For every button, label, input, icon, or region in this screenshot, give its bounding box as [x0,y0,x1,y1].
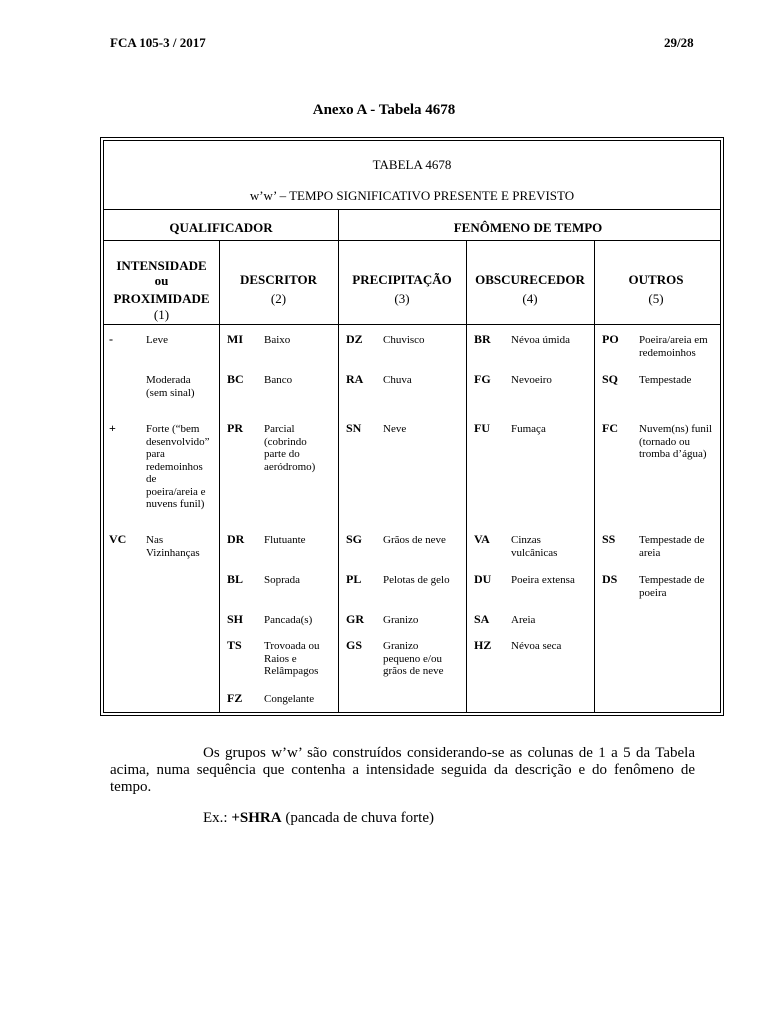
column-header-intensity: INTENSIDADE ou PROXIMIDADE (1) [113,258,210,322]
intensity-code: + [109,421,116,435]
obscurer-code: BR [474,332,491,346]
obscurer-code: FG [474,372,491,386]
divider-col3-col4 [466,240,467,712]
page-number: 29/28 [664,35,694,50]
divider-title [104,209,720,210]
column-header-others: OUTROS (5) [628,272,684,306]
others-desc: Nuvem(ns) funil (tornado ou tromba d’água) [639,423,713,460]
descriptor-code: DR [227,532,245,546]
others-code: SQ [602,372,619,386]
others-code: PO [602,332,619,346]
intensity-code: VC [109,532,127,546]
explanatory-paragraph: Os grupos w’w’ são construídos considerando-se as colunas de 1 a 5 da Tabela acima, numa sequência que contenha a intensidade seguida da descrição e do fenômeno de tempo. [110,745,695,795]
example-description: (pancada de chuva forte) [285,810,434,826]
example-prefix: Ex.: [203,810,228,826]
descriptor-desc: Flutuante [264,534,306,546]
descriptor-code: BL [227,572,244,586]
intensity-desc: Nas Vizinhanças [146,534,200,559]
precipitation-desc: Granizo [383,614,419,626]
descriptor-desc: Banco [264,374,293,386]
obscurer-desc: Poeira extensa [511,574,575,586]
table-title: TABELA 4678 [372,157,452,172]
descriptor-code: SH [227,612,244,626]
precipitation-code: DZ [346,332,363,346]
descriptor-desc: Trovoada ou Raios e Relâmpagos [264,640,320,677]
others-desc: Poeira/areia em redemoinhos [639,334,708,359]
precipitation-desc: Grãos de neve [383,534,446,546]
precipitation-code: GR [346,612,364,626]
obscurer-code: SA [474,612,490,626]
obscurer-code: HZ [474,638,492,652]
precipitation-desc: Granizo pequeno e/ou grãos de neve [383,640,444,677]
descriptor-code: BC [227,372,244,386]
others-code: FC [602,421,618,435]
divider-col1-col2 [219,240,220,712]
others-desc: Tempestade [639,374,692,386]
others-desc: Tempestade de poeira [639,574,705,599]
descriptor-desc: Parcial (cobrindo parte do aeródromo) [264,423,316,473]
obscurer-desc: Areia [511,614,536,626]
precipitation-code: RA [346,372,364,386]
obscurer-desc: Névoa seca [511,640,562,652]
descriptor-desc: Soprada [264,574,301,586]
group-phenomenon: FENÔMENO DE TEMPO [453,220,603,235]
descriptor-code: PR [227,421,243,435]
obscurer-code: VA [474,532,490,546]
column-header-descriptor: DESCRITOR (2) [239,272,318,306]
document-id: FCA 105-3 / 2017 [110,35,206,50]
others-code: SS [602,532,616,546]
others-desc: Tempestade de areia [639,534,705,559]
obscurer-desc: Névoa úmida [511,334,570,346]
example-code: +SHRA [231,810,282,826]
descriptor-desc: Congelante [264,693,315,705]
precipitation-desc: Chuva [383,374,412,386]
example-line [203,810,434,827]
column-header-precipitation: PRECIPITAÇÃO (3) [352,272,452,306]
intensity-code: - [109,332,113,346]
obscurer-code: DU [474,572,492,586]
annex-title: Anexo A - Tabela 4678 [312,102,456,118]
intensity-desc: Forte (“bem desenvolvido” para redemoinhos de poeira/areia e nuvens funil) [146,423,210,510]
divider-header [104,324,720,325]
table-subtitle: w’w’ – TEMPO SIGNIFICATIVO PRESENTE E PREVISTO [249,188,575,203]
descriptor-code: FZ [227,691,243,705]
precipitation-code: SG [346,532,363,546]
precipitation-desc: Neve [383,423,407,435]
obscurer-desc: Cinzas vulcânicas [511,534,558,559]
table-inner-border [103,140,721,713]
obscurer-desc: Fumaça [511,423,546,435]
descriptor-desc: Baixo [264,334,291,346]
divider-col4-col5 [594,240,595,712]
precipitation-code: GS [346,638,363,652]
column-header-obscurer: OBSCURECEDOR (4) [475,272,585,306]
precipitation-code: SN [346,421,362,435]
precipitation-desc: Chuvisco [383,334,425,346]
obscurer-code: FU [474,421,490,435]
intensity-desc: Moderada (sem sinal) [146,374,195,399]
descriptor-code: MI [227,332,243,346]
precipitation-desc: Pelotas de gelo [383,574,450,586]
table-4678 [100,137,724,716]
group-qualifier: QUALIFICADOR [169,220,273,235]
others-code: DS [602,572,618,586]
obscurer-desc: Nevoeiro [511,374,552,386]
intensity-desc: Leve [146,334,168,346]
descriptor-code: TS [227,638,242,652]
descriptor-desc: Pancada(s) [264,614,313,626]
divider-group [104,240,720,241]
precipitation-code: PL [346,572,362,586]
